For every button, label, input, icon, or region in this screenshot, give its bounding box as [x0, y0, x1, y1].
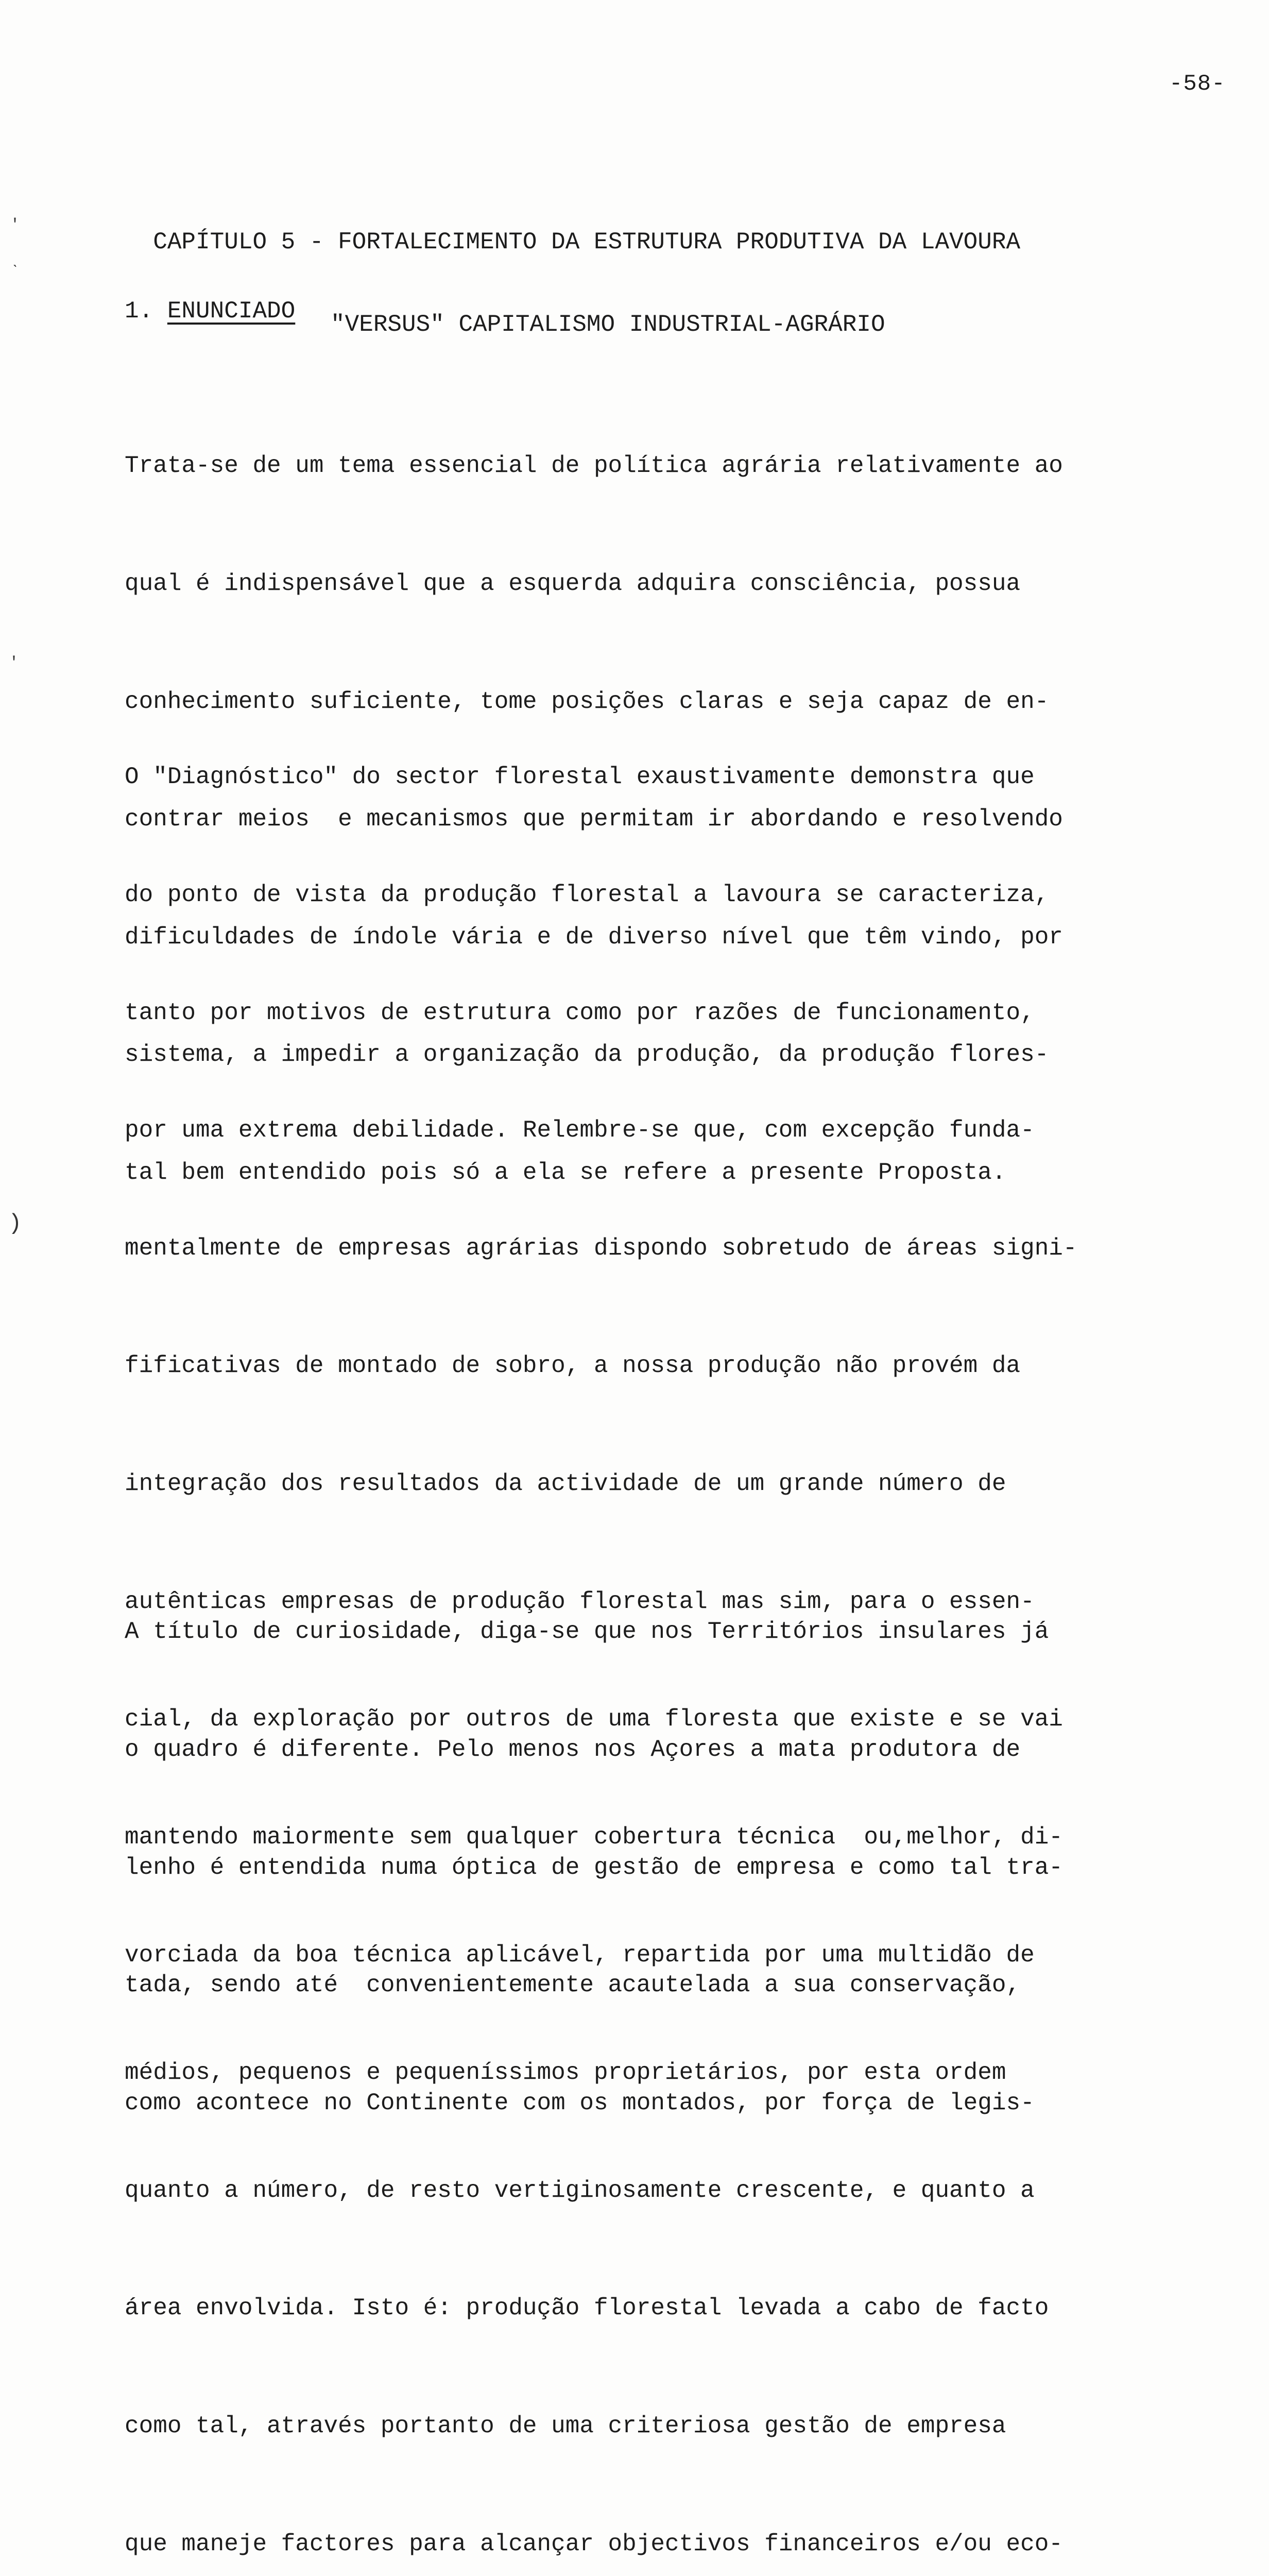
text-line: sistema, a impedir a organização da produção, da produção flores-: [125, 1041, 1049, 1069]
text-line: mentalmente de empresas agrárias dispondo sobretudo de áreas signi-: [125, 1234, 1077, 1262]
chapter-heading-line-1: CAPÍTULO 5 - FORTALECIMENTO DA ESTRUTURA PRODUTIVA DA LAVOURA: [153, 229, 1021, 256]
text-line: lenho é entendida numa óptica de gestão de empresa e como tal tra-: [125, 1854, 1063, 1881]
text-line: cial, da exploração por outros de uma floresta que existe e se vai: [125, 1706, 1063, 1733]
text-line: área envolvida. Isto é: produção florestal levada a cabo de facto: [125, 2295, 1049, 2322]
text-line: Trata-se de um tema essencial de política agrária relativamente ao: [125, 452, 1063, 480]
text-line: quanto a número, de resto vertiginosamente crescente, e quanto a: [125, 2177, 1035, 2204]
text-line: O "Diagnóstico" do sector florestal exaustivamente demonstra que: [125, 764, 1035, 791]
text-line: tada, sendo até convenientemente acautelada a sua conservação,: [125, 1972, 1021, 1999]
chapter-heading-line-2: "VERSUS" CAPITALISMO INDUSTRIAL-AGRÁRIO: [331, 311, 885, 338]
text-line: autênticas empresas de produção florestal mas sim, para o essen-: [125, 1588, 1035, 1615]
text-line: do ponto de vista da produção florestal a lavoura se caracteriza,: [125, 882, 1049, 909]
text-line: mantendo maiormente sem qualquer cobertura técnica ou,melhor, di-: [125, 1823, 1063, 1851]
section-number: 1.: [125, 298, 153, 325]
text-line: o quadro é diferente. Pelo menos nos Açores a mata produtora de: [125, 1736, 1021, 1764]
text-line: qual é indispensável que a esquerda adquira consciência, possua: [125, 570, 1021, 598]
section-title: ENUNCIADO: [167, 298, 296, 325]
scan-mark: ': [10, 216, 20, 234]
section-heading: [125, 298, 295, 325]
text-line: médios, pequenos e pequeníssimos proprietários, por esta ordem: [125, 2059, 1006, 2087]
text-line: como acontece no Continente com os montados, por força de legis-: [125, 2089, 1035, 2116]
paragraph-3: [125, 1534, 1063, 2162]
text-line: A título de curiosidade, diga-se que nos Territórios insulares já: [125, 1618, 1049, 1646]
text-line: dificuldades de índole vária e de diverso nível que têm vindo, por: [125, 923, 1063, 951]
text-line: como tal, através portanto de uma criteriosa gestão de empresa: [125, 2412, 1006, 2439]
scan-mark: ˎ: [10, 251, 20, 269]
text-line: tal bem entendido pois só a ela se refere a presente Proposta.: [125, 1159, 1006, 1187]
text-line: que maneje factores para alcançar objectivos financeiros e/ou eco-: [125, 2530, 1063, 2557]
text-line: fificativas de montado de sobro, a nossa produção não provém da: [125, 1352, 1021, 1380]
text-line: vorciada da boa técnica aplicável, repartida por uma multidão de: [125, 1941, 1035, 1969]
text-line: tanto por motivos de estrutura como por razões de funcionamento,: [125, 999, 1035, 1026]
scan-mark: ): [8, 1211, 22, 1236]
text-line: conhecimento suficiente, tome posições claras e seja capaz de en-: [125, 688, 1049, 715]
scan-mark: ': [9, 654, 19, 672]
page-number: -58-: [1169, 71, 1226, 97]
text-line: por uma extrema debilidade. Relembre-se que, com excepção funda-: [125, 1117, 1035, 1144]
chapter-heading: [125, 180, 1020, 386]
text-line: contrar meios e mecanismos que permitam ir abordando e resolvendo: [125, 806, 1063, 833]
text-line: integração dos resultados da actividade de um grande número de: [125, 1470, 1006, 1498]
